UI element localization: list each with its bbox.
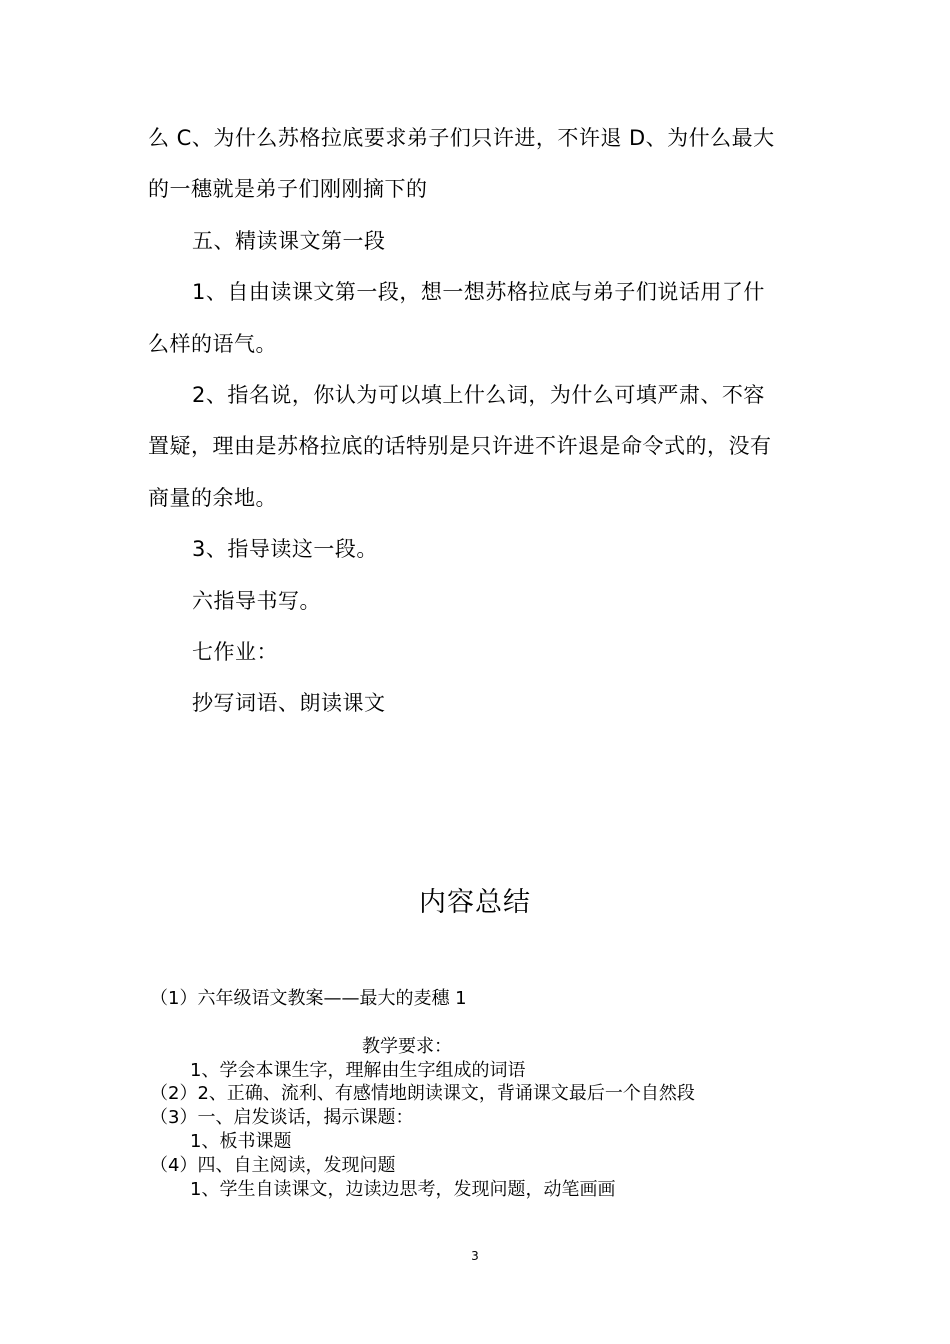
body-line: 么 C、为什么苏格拉底要求弟子们只许进，不许退 D、为什么最大: [148, 126, 775, 150]
summary-title: 内容总结: [419, 887, 531, 918]
summary-line: 教学要求：: [362, 1036, 452, 1057]
summary-line: 1、学会本课生字，理解由生字组成的词语: [190, 1060, 526, 1081]
summary-line: 1、学生自读课文，边读边思考，发现问题，动笔画画: [190, 1179, 616, 1200]
page-number: 3: [471, 1249, 479, 1263]
section-heading: 五、精读课文第一段: [192, 229, 386, 253]
section-heading: 七作业：: [192, 640, 278, 664]
body-line: 置疑，理由是苏格拉底的话特别是只许进不许退是命令式的，没有: [148, 434, 772, 458]
body-line: 3、指导读这一段。: [192, 537, 378, 561]
body-line: 2、指名说，你认为可以填上什么词，为什么可填严肃、不容: [192, 383, 765, 407]
body-line: 1、自由读课文第一段，想一想苏格拉底与弟子们说话用了什: [192, 280, 765, 304]
body-line: 商量的余地。: [148, 486, 277, 510]
summary-line: （4）四、自主阅读，发现问题: [150, 1155, 396, 1176]
body-line: 么样的语气。: [148, 332, 277, 356]
body-line: 的一穗就是弟子们刚刚摘下的: [148, 177, 428, 201]
summary-line: （1）六年级语文教案——最大的麦穗 1: [150, 988, 467, 1009]
body-line: 抄写词语、朗读课文: [192, 691, 386, 715]
summary-line: （2）2、正确、流利、有感情地朗读课文，背诵课文最后一个自然段: [150, 1083, 695, 1104]
summary-line: 1、板书课题: [190, 1131, 292, 1152]
section-heading: 六指导书写。: [192, 589, 321, 613]
summary-line: （3）一、启发谈话，揭示课题：: [150, 1107, 414, 1128]
